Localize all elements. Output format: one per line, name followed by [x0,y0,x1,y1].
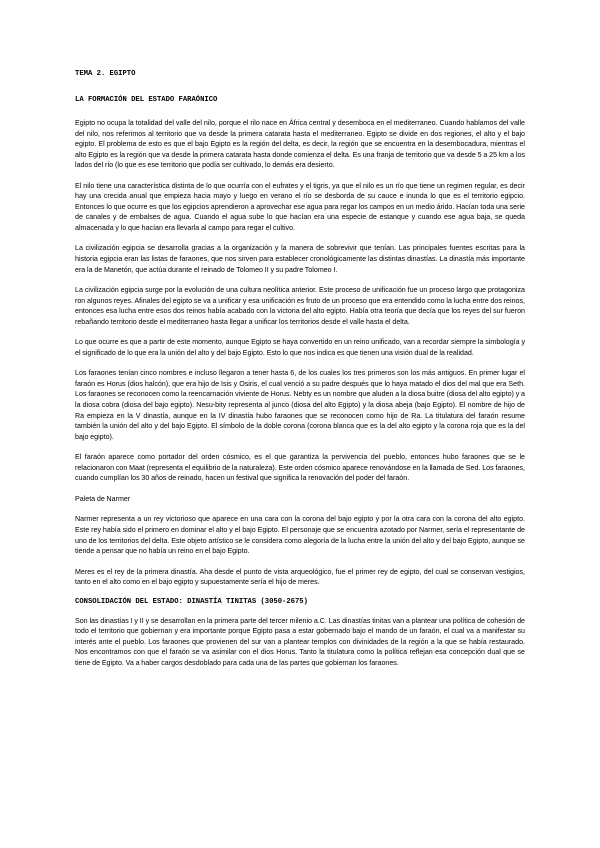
label-paleta-narmer: Paleta de Narmer [75,494,131,503]
paragraph-narmer: Narmer representa a un rey victorioso que aparece en una cara con la corona del bajo egipto y por la otra cara con la corona del alto egipto. Este rey había sido el primero en dominar el alto y el bajo Egipto. El personaje que se encuentra azotado por Narmer, sería el representante de uno de los territorios del delta. Este objeto artístico se le considera como alegoría de la lucha entre la unión del alto y del bajo Egipto, aunque se tiende a pensar que no había un reino en el bajo Egipto. [75,515,525,556]
section-heading-formacion: LA FORMACIÓN DEL ESTADO FARAÓNICO [75,96,218,104]
paragraph-meres: Meres es el rey de la primera dinastía. Aha desde el punto de vista arqueológico, fue el primer rey de egipto, del cual se conservan vestigios, tanto en el alto como en el bajo egipto y supuestamente sería el hijo de meres. [75,567,525,587]
section-heading-consolidacion: CONSOLIDACIÓN DEL ESTADO: DINASTÍA TINITAS (3050-2675) [75,597,308,606]
paragraph-civilizacion-fuentes: La civilización egipcia se desarrolla gracias a la organización y la manera de sobrevivir que tenían. Las principales fuentes escritas para la historia egipcia eran las listas de faraones, que nos sirven para establecer cronológicamente las distintas dinastías. La dinastía más importante era la de Manetón, que actúa durante el reinado de Tolomeo II y su padre Tolomeo I. [75,244,525,274]
paragraph-nilo-valle: Egipto no ocupa la totalidad del valle del nilo, porque el rilo nace en África central y desemboca en el mediterraneo. Cuando hablamos del valle del nilo, nos referimos al territorio que va desde la primera catarata hasta el mediterraneo. Egipto se divide en dos regiones, el alto y el bajo egipto. El problema de esto es que el bajo Egipto es la región del delta, es decir, la región que se encuentra en la desembocadura, mientras el alto Egipto es la región que va desde la primera catarata hasta donde comienza el delta. Es una franja de territorio que va desde 5 a 25 km a los lados del río (lo que es ese territorio que podía ser cultivado, lo demás era desierto. [75,119,525,170]
paragraph-orden-cosmico: El faraón aparece como portador del orden cósmico, es el que garantiza la pervivencia del pueblo, entonces hubo faraones que se le relacionaron con Maat (representa el equilibrio de la naturaleza). Este orden cósmico aparece renovándose en la llamada de Sed. Los faraones, cuando cumplían los 30 años de reinado, hacen un festival que significa la renovación del poder del faraón. [75,453,525,483]
paragraph-vision-dual: Lo que ocurre es que a partir de este momento, aunque Egipto se haya convertido en un reino unificado, van a recordar siempre la simbología y el significado de lo que era la unión del alto y del bajo Egipto. Esto lo que nos indica es que tienen una visión dual de la realidad. [75,338,525,357]
paragraph-dinastias-tinitas: Son las dinastías I y II y se desarrollan en la primera parte del tercer milenio a.C. Las dinastías tinitas van a plantear una política de cohesión de todo el territorio que gobiernan y era importante porque Egipto pasa a estar gobernado bajo el mando de un faraón, el cual va a manifestar su interés ante el pueblo. Los faraones que provienen del sur van a plantear templos con divinidades de la región a la que se había restaurado. Nos encontramos con que el faraón se va asimilar con el dios Horus. Tanto la titulatura como la política reflejan esa concepción dual que se tiene de Egipto. Va a haber cargos desdoblado para cada una de las partes que gobiernan los faraones. [75,616,525,667]
paragraph-unificacion: La civilización egipcia surge por la evolución de una cultura neolítica anterior. Este proceso de unificación fue un proceso largo que protagoniza ron algunos reyes. Afinales del egipto se va a unificar y esa unificación es fruto de un proceso que era entendido como la lucha entre dos reinos, entonces esa lucha entre esos dos reinos había acabado con la victoria del alto egipto. Había otra teoría que decía que los reyes del sur fueron rebañando territorio desde el mediterraneo hasta llegar a unificar los territorios desde el valle hasta el delta. [75,286,525,326]
paragraph-nombres-faraon: Los faraones tenían cinco nombres e incluso llegaron a tener hasta 6, de los cuales los tres primeros son los más antiguos. En primer lugar el faraón es Horus (dios halcón), que era hijo de Isis y Osiris, el cual venció a su padre después que lo haya matado el dios del mal que era Seth. Los faraones se reconocen como la reencarnación viviente de Horus. Nebty es un nombre que aluden a la diosa buitre (diosa del alto egipto) y a la diosa cobra (diosa del bajo egipto). Nesu-bity representa al junco (diosa del alto Egipto) y la diosa abeja (bajo Egipto). El nombre de hijo de Ra empieza en la V dinastía, aunque en la IV dinastía hubo faraones que se reconocen como hijo de Ra. La titulatura del faraón resume también la unión del alto y del bajo Egipto. El símbolo de la doble corona (corona blanca que es la del alto egipto y la corona roja que es la del bajo egipto). [75,369,525,441]
paragraph-nilo-regimen: El nilo tiene una característica distinta de lo que ocurría con el eufrates y el tigris, ya que el nilo es un río que tiene un regimen regular, es decir hay una crecida anual que empieza hacia mayo y luego en verano el río se desborda de su cauce e inunda lo que es el territorio egipcio. Entonces lo que ocurre es que los egipcios aprendieron a aprovechar ese agua para regar los campos en un medio árido. Hacían toda una serie de canales y de embalses de agua. Cuando el agua sube lo que hacían era una especie de estanque y cuando ese agua baja, se queda almacenada y lo que hacían era llevarla al campo para regar el cultivo. [75,181,525,232]
topic-title: TEMA 2. EGIPTO [75,70,136,78]
